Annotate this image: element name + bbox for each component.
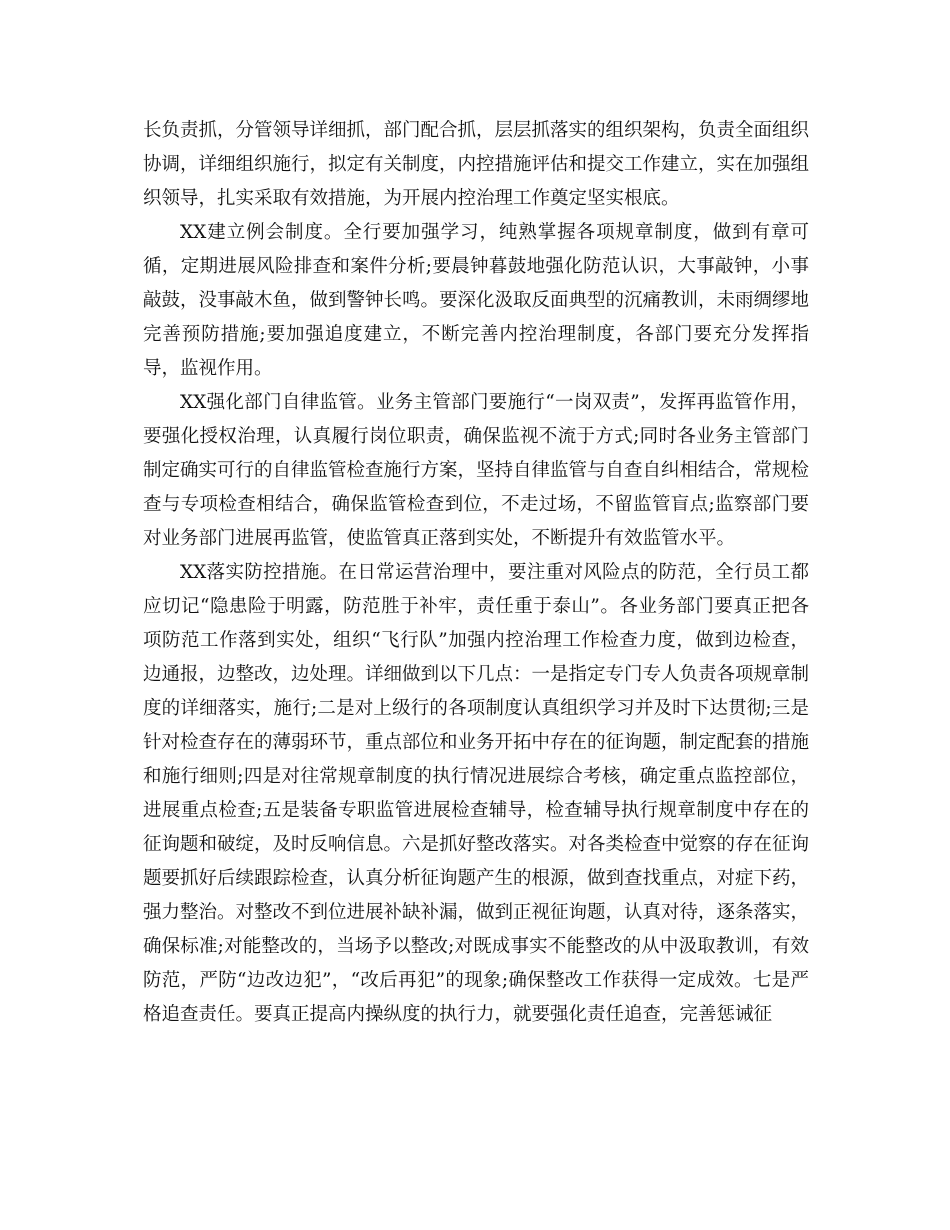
paragraph-meeting-system: XX建立例会制度。全行要加强学习，纯熟掌握各项规章制度，做到有章可循，定期进展风险排查和案件分析;要晨钟暮鼓地强化防范认识，大事敲钟，小事敲鼓，没事敲木鱼，做到警钟长鸣。要深化汲取反面典型的沉痛教训，未雨绸缪地完善预防措施;要加强追度建立，不断完善内控治理制度，各部门要充分发挥指导，监视作用。 [143, 222, 810, 379]
paragraph-continuation: 长负责抓，分管领导详细抓，部门配合抓，层层抓落实的组织架构，负责全面组织协调，详细组织施行，拟定有关制度，内控措施评估和提交工作建立，实在加强组织领导，扎实采取有效措施，为开展内控治理工作奠定坚实根底。 [143, 120, 810, 209]
paragraph-prevention-measures: XX落实防控措施。在日常运营治理中，要注重对风险点的防范，全行员工都应切记“隐患险于明露，防范胜于补牢，责任重于泰山”。各业务部门要真正把各项防范工作落到实处，组织“飞行队”加强内控治理工作检查力度，做到边检查，边通报，边整改，边处理。详细做到以下几点：一是指定专门专人负责各项规章制度的详细落实，施行;二是对上级行的各项制度认真组织学习并及时下达贯彻;三是针对检查存在的薄弱环节，重点部位和业务开拓中存在的征询题，制定配套的措施和施行细则;四是对往常规章制度的执行情况进展综合考核，确定重点监控部位，进展重点检查;五是装备专职监管进展检查辅导，检查辅导执行规章制度中存在的征询题和破绽，及时反响信息。六是抓好整改落实。对各类检查中觉察的存在征询题要抓好后续跟踪检查，认真分析征询题产生的根源，做到查找重点，对症下药，强力整治。对整改不到位进展补缺补漏，做到正视征询题，认真对待，逐条落实，确保标准;对能整改的，当场予以整改;对既成事实不能整改的从中汲取教训，有效防范，严防“边改边犯”，“改后再犯”的现象;确保整改工作获得一定成效。七是严格追查责任。要真正提高内操纵度的执行力，就要强化责任追查，完善惩诫征 [143, 562, 810, 1025]
document-body [143, 114, 809, 1032]
paragraph-self-supervision: XX强化部门自律监管。业务主管部门要施行“一岗双责”，发挥再监管作用，要强化授权治理，认真履行岗位职责，确保监视不流于方式;同时各业务主管部门制定确实可行的自律监管检查施行方案，坚持自律监管与自查自纠相结合，常规检查与专项检查相结合，确保监管检查到位，不走过场，不留监管盲点;监察部门要对业务部门进展再监管，使监管真正落到实处，不断提升有效监管水平。 [143, 392, 810, 549]
